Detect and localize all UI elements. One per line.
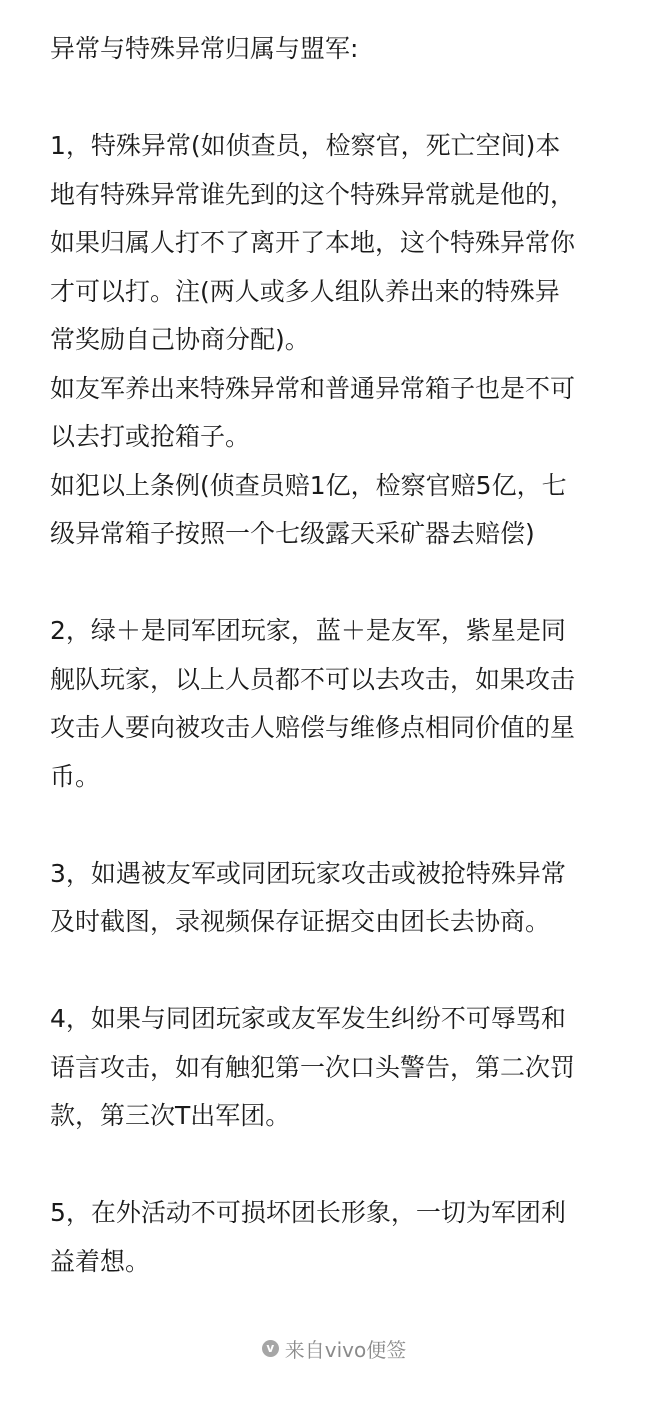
- rule1-line: 以去打或抢箱子。: [50, 422, 251, 451]
- rule3-line: 3，如遇被友军或同团玩家攻击或被抢特殊异常: [50, 858, 566, 888]
- rule1-line: 常奖励自己协商分配)。: [50, 325, 310, 354]
- note-title: 异常与特殊异常归属与盟军:: [50, 34, 359, 63]
- rule4-line: 4，如果与同团玩家或友军发生纠纷不可辱骂和: [50, 1004, 566, 1033]
- rule1-line: 如果归属人打不了离开了本地，这个特殊异常你: [50, 228, 576, 257]
- rule4-line: 语言攻击，如有触犯第一次口头警告，第二次罚: [50, 1052, 576, 1082]
- blank-line: [50, 74, 625, 123]
- rule1-line: 如犯以上条例(侦查员赔1亿，检察官赔5亿，七: [50, 470, 567, 500]
- blank-line: [50, 947, 625, 996]
- rule1-line: 才可以打。注(两人或多人组队养出来的特殊异: [50, 276, 560, 306]
- rule3-line: 及时截图，录视频保存证据交由团长去协商。: [50, 907, 551, 936]
- rule5-line: 益着想。: [50, 1246, 151, 1276]
- rule2-line: 2，绿＋是同军团玩家，蓝＋是友军，紫星是同: [50, 616, 566, 645]
- vivo-logo-icon: v: [262, 1340, 279, 1357]
- rule1-line: 地有特殊异常谁先到的这个特殊异常就是他的，: [50, 179, 576, 209]
- blank-line: [50, 1141, 625, 1190]
- rule1-line: 级异常箱子按照一个七级露天采矿器去赔偿): [50, 519, 535, 548]
- rule2-line: 舰队玩家，以上人员都不可以去攻击，如果攻击: [50, 664, 576, 694]
- rule1-line: 1，特殊异常(如侦查员，检察官，死亡空间)本: [50, 131, 561, 160]
- blank-line: [50, 801, 625, 850]
- blank-line: [50, 559, 625, 608]
- rule1-line: 如友军养出来特殊异常和普通异常箱子也是不可: [50, 373, 576, 403]
- source-footer: [0, 1332, 668, 1364]
- rule4-line: 款，第三次T出军团。: [50, 1101, 291, 1130]
- rule2-line: 币。: [50, 761, 101, 791]
- footer-text: 来自vivo便签: [284, 1337, 407, 1362]
- rule2-line: 攻击人要向被攻击人赔偿与维修点相同价值的星: [50, 713, 576, 742]
- note-body: [50, 25, 625, 1286]
- rule5-line: 5，在外活动不可损坏团长形象，一切为军团利: [50, 1198, 566, 1227]
